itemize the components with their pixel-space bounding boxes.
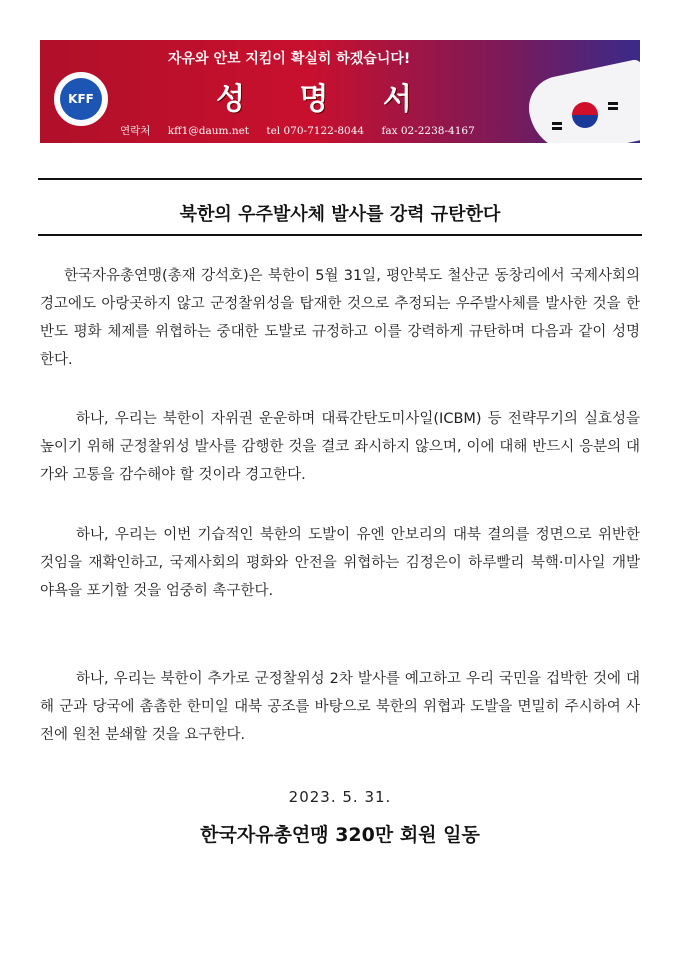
kff-logo-text: KFF (60, 78, 102, 120)
contact-tel: tel 070-7122-8044 (266, 125, 365, 137)
trigram-icon (608, 107, 618, 110)
bottom-rule (38, 234, 642, 236)
trigram-icon (552, 127, 562, 130)
top-rule (38, 178, 642, 180)
contact-info (120, 123, 489, 138)
header-banner (40, 40, 640, 143)
korean-flag-graphic (530, 40, 640, 143)
statement-3 (40, 665, 640, 749)
slogan: 자유와 안보 지킴이 확실히 하겠습니다! (168, 51, 411, 67)
statement-2 (40, 521, 640, 605)
statement-text: 하나, 우리는 이번 기습적인 북한의 도발이 유엔 안보리의 대북 결의를 정면으로 위반한 것임을 재확인하고, 국제사회의 평화와 안전을 위협하는 김정은이 하루빨리 북핵·미사일 개발 야욕을 포기할 것을 엄중히 촉구한다. (40, 527, 640, 599)
contact-label: 연락처 (120, 125, 151, 137)
statement-text: 하나, 우리는 북한이 자위권 운운하며 대륙간탄도미사일(ICBM) 등 전략무기의 실효성을 높이기 위해 군정찰위성 발사를 감행한 것을 결코 좌시하지 않으며, 이에 대해 반드시 응분의 대가와 고통을 감수해야 할 것이라 경고한다. (40, 411, 640, 483)
kff-logo (54, 72, 108, 126)
intro-paragraph: 한국자유총연맹(총재 강석호)은 북한이 5월 31일, 평안북도 철산군 동창리에서 국제사회의 경고에도 아랑곳하지 않고 군정찰위성을 탑재한 것으로 추정되는 우주발사체를 발사한 것을 한반도 평화 체제를 위협하는 중대한 도발로 규정하고 이를 강력하게 규탄하며 다음과 같이 성명한다. (40, 268, 640, 368)
issue-date: 2023. 5. 31. (288, 788, 392, 806)
document-title: 성 명 서 (216, 82, 434, 117)
taegeuk-icon (572, 102, 598, 128)
signature: 한국자유총연맹 320만 회원 일동 (200, 824, 480, 846)
headline: 북한의 우주발사체 발사를 강력 규탄한다 (179, 204, 501, 225)
trigram-icon (552, 122, 562, 125)
contact-email: kff1@daum.net (167, 125, 250, 137)
flag-cloth (523, 58, 640, 143)
statement-text: 하나, 우리는 북한이 추가로 군정찰위성 2차 발사를 예고하고 우리 국민을 겁박한 것에 대해 군과 당국에 촘촘한 한미일 대북 공조를 바탕으로 북한의 위협과 도발을 면밀히 주시하여 사전에 원천 분쇄할 것을 요구한다. (40, 671, 640, 743)
trigram-icon (608, 102, 618, 105)
statement-1 (40, 405, 640, 489)
contact-fax: fax 02-2238-4167 (381, 125, 475, 137)
